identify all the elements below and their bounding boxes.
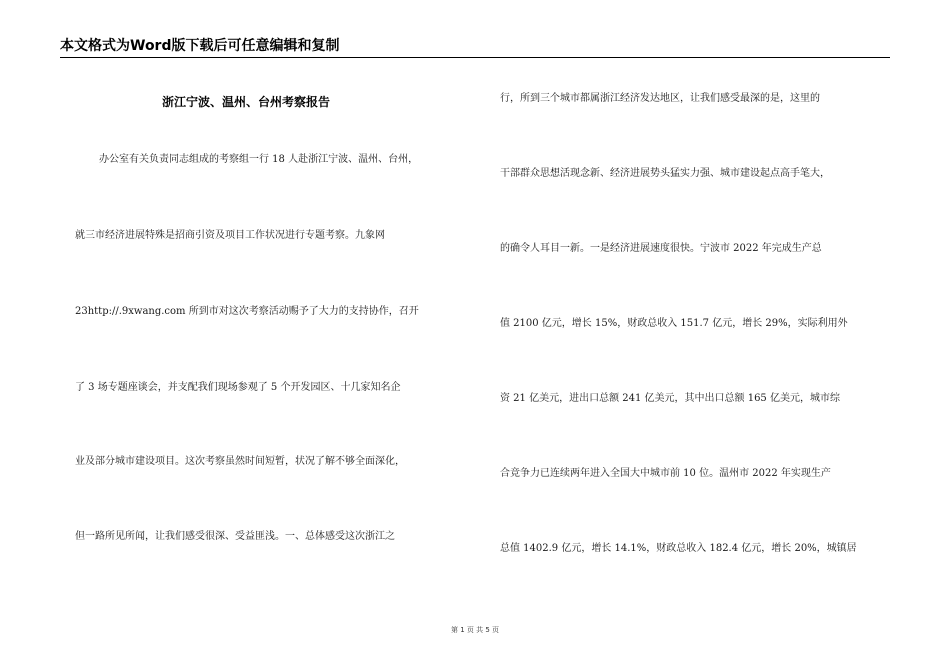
paragraph-line: 但一路所见所闻，让我们感受很深、受益匪浅。一、总体感受这次浙江之 <box>75 531 395 542</box>
page-number: 第 1 页 共 5 页 <box>450 626 500 634</box>
paragraph-line: 了 3 场专题座谈会，并支配我们现场参观了 5 个开发园区、十几家知名企 <box>75 382 401 393</box>
paragraph-line: 行，所到三个城市都属浙江经济发达地区，让我们感受最深的是，这里的 <box>500 93 820 104</box>
header-banner: 本文格式为Word版下载后可任意编辑和复制 <box>60 38 340 54</box>
paragraph-line: 合竞争力已连续两年进入全国大中城市前 10 位。温州市 2022 年实现生产 <box>500 468 831 479</box>
paragraph-line: 就三市经济进展特殊是招商引资及项目工作状况进行专题考察。九象网 <box>75 230 385 241</box>
paragraph-line: 干部群众思想活现念新、经济进展势头猛实力强、城市建设起点高手笔大， <box>500 168 830 179</box>
paragraph-line: 值 2100 亿元，增长 15%，财政总收入 151.7 亿元，增长 29%，实际利用外 <box>500 318 848 329</box>
paragraph-line: 业及部分城市建设项目。这次考察虽然时间短暂，状况了解不够全面深化， <box>75 456 405 467</box>
paragraph-line: 办公室有关负责同志组成的考察组一行 18 人赴浙江宁波、温州、台州， <box>99 154 419 165</box>
document-title: 浙江宁波、温州、台州考察报告 <box>162 95 331 109</box>
page-header <box>60 33 890 58</box>
paragraph-line: 资 21 亿美元，进出口总额 241 亿美元，其中出口总额 165 亿美元，城市综 <box>500 393 840 404</box>
paragraph-line: 总值 1402.9 亿元，增长 14.1%，财政总收入 182.4 亿元，增长 20%，城镇居 <box>500 543 857 554</box>
paragraph-line: 23http://.9xwang.com 所到市对这次考察活动赐予了大力的支持协作，召开 <box>75 306 419 317</box>
paragraph-line: 的确令人耳目一新。一是经济进展速度很快。宁波市 2022 年完成生产总 <box>500 243 822 254</box>
